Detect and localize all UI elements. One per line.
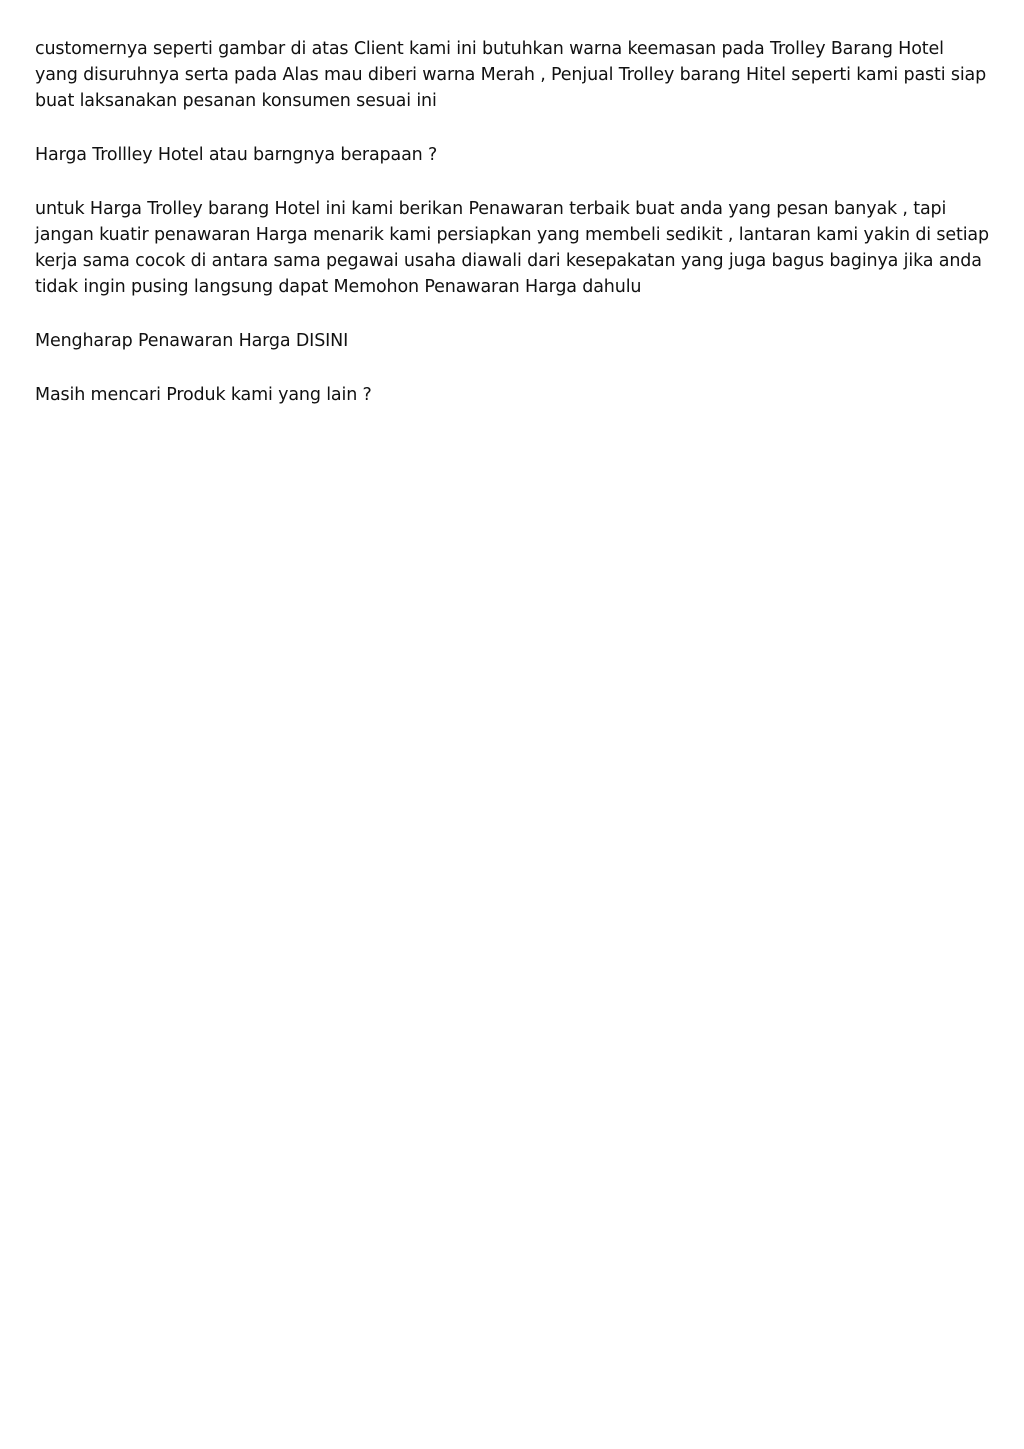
paragraph-request-offer: Mengharap Penawaran Harga DISINI [35, 331, 349, 351]
paragraph-price-question: Harga Trollley Hotel atau barngnya berapaan ? [35, 145, 438, 165]
document-page [35, 36, 989, 436]
paragraph-order-description: customernya seperti gambar di atas Client kami ini butuhkan warna keemasan pada Trolley Barang Hotel yang disuruhnya serta pada Alas mau diberi warna Merah , Penjual Trolley barang Hitel seperti kami pasti siap buat laksanakan pesanan konsumen sesuai ini [35, 39, 987, 111]
paragraph-price-offer: untuk Harga Trolley barang Hotel ini kami berikan Penawaran terbaik buat anda yang pesan banyak , tapi jangan kuatir penawaran Harga menarik kami persiapkan yang membeli sedikit , lantaran kami yakin di setiap kerja sama cocok di antara sama pegawai usaha diawali dari kesepakatan yang juga bagus baginya jika anda tidak ingin pusing langsung dapat Memohon Penawaran Harga dahulu [35, 199, 989, 297]
paragraph-other-products: Masih mencari Produk kami yang lain ? [35, 385, 372, 405]
